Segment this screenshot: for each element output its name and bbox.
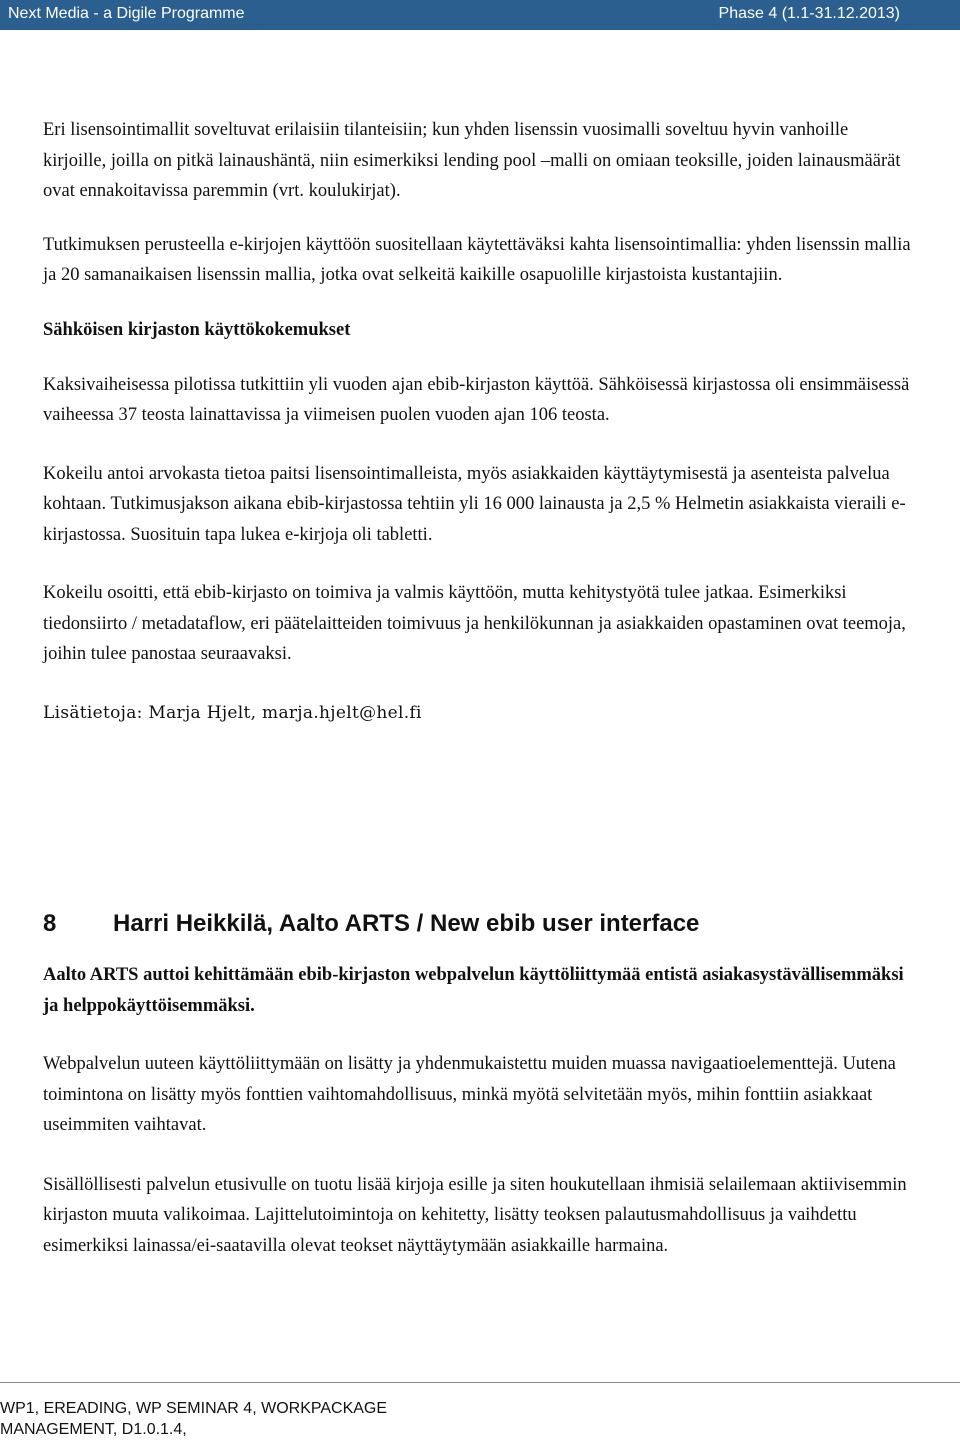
paragraph-conclusion: Kokeilu osoitti, että ebib-kirjasto on toimiva ja valmis käyttöön, mutta kehitystyötä tulee jatkaa. Esimerkiksi tiedonsiirto / metadataflow, eri päätelaitteiden toimivuus ja henkilökunnan ja asiakkaiden opastaminen ovat teemoja, joihin tulee panostaa seuraavaksi. bbox=[43, 583, 906, 664]
paragraph-pilot: Kaksivaiheisessa pilotissa tutkittiin yli vuoden ajan ebib-kirjaston käyttöä. Sähköisessä kirjastossa oli ensimmäisessä vaiheessa 37 teosta lainattavissa ja viimeisen puolen vuoden ajan 106 teosta. bbox=[43, 374, 910, 425]
footer-line-2: MANAGEMENT, D1.0.1.4, bbox=[0, 1421, 187, 1438]
paragraph-ui-changes: Webpalvelun uuteen käyttöliittymään on lisätty ja yhdenmukaistettu muiden muassa navigaatioelementtejä. Uutena toimintona on lisätty myös fonttien vaihtomahdollisuus, minkä myötä selvitetään myös, mihin fonttiin asiakkaat useimmiten vaihtavat. bbox=[43, 1054, 896, 1135]
footer-line-1: WP1, EREADING, WP SEMINAR 4, WORKPACKAGE bbox=[0, 1400, 388, 1417]
page-header bbox=[0, 0, 960, 30]
section-content bbox=[43, 960, 913, 1261]
paragraph-content-changes: Sisällöllisesti palvelun etusivulle on tuotu lisää kirjoja esille ja siten houkutellaan ihmisiä selailemaan aktiivisemmin kirjaston muuta valikoimaa. Lajittelutoimintoja on kehitetty, lisätty teoksen palautusmahdollisuus ja vaihdettu esimerkiksi lainassa/ei-saatavilla olevat teokset näyttäytymään asiakkaille harmaina. bbox=[43, 1174, 907, 1256]
contact-info: Lisätietoja: Marja Hjelt, marja.hjelt@hel.fi bbox=[43, 702, 422, 723]
paragraph-results: Kokeilu antoi arvokasta tietoa paitsi lisensointimalleista, myös asiakkaiden käyttäytymisestä ja asenteista palvelua kohtaan. Tutkimusjakson aikana ebib-kirjastossa tehtiin yli 16 000 lainausta ja 2,5 % Helmetin asiakkaista vieraili e-kirjastossa. Suosituin tapa lukea e-kirjoja oli tabletti. bbox=[43, 463, 906, 545]
header-phase: Phase 4 (1.1-31.12.2013) bbox=[718, 5, 900, 22]
header-programme-title: Next Media - a Digile Programme bbox=[8, 5, 245, 22]
body-content bbox=[43, 115, 913, 728]
section-heading bbox=[43, 906, 699, 942]
paragraph-licensing-models: Eri lisensointimallit soveltuvat erilaisiin tilanteisiin; kun yhden lisenssin vuosimalli soveltuu hyvin vanhoille kirjoille, joilla on pitkä lainaushäntä, niin esimerkiksi lending pool –malli on omiaan teoksille, joiden lainausmäärät ovat ennakoitavissa paremmin (vrt. koulukirjat). bbox=[43, 120, 901, 201]
subheading-experiences: Sähköisen kirjaston käyttökokemukset bbox=[43, 319, 351, 340]
paragraph-recommendation: Tutkimuksen perusteella e-kirjojen käyttöön suositellaan käytettäväksi kahta lisensointimallia: yhden lisenssin mallia ja 20 samanaikaisen lisenssin mallia, jotka ovat selkeitä kaikille osapuolille kirjastoista kustantajiin. bbox=[43, 234, 911, 285]
page-footer bbox=[0, 1398, 387, 1440]
section-title: Harri Heikkilä, Aalto ARTS / New ebib user interface bbox=[113, 910, 700, 937]
footer-divider bbox=[0, 1382, 960, 1383]
section-number: 8 bbox=[43, 910, 57, 937]
section-lead: Aalto ARTS auttoi kehittämään ebib-kirjaston webpalvelun käyttöliittymää entistä asiakasystävällisemmäksi ja helppokäyttöisemmäksi. bbox=[43, 965, 904, 1016]
